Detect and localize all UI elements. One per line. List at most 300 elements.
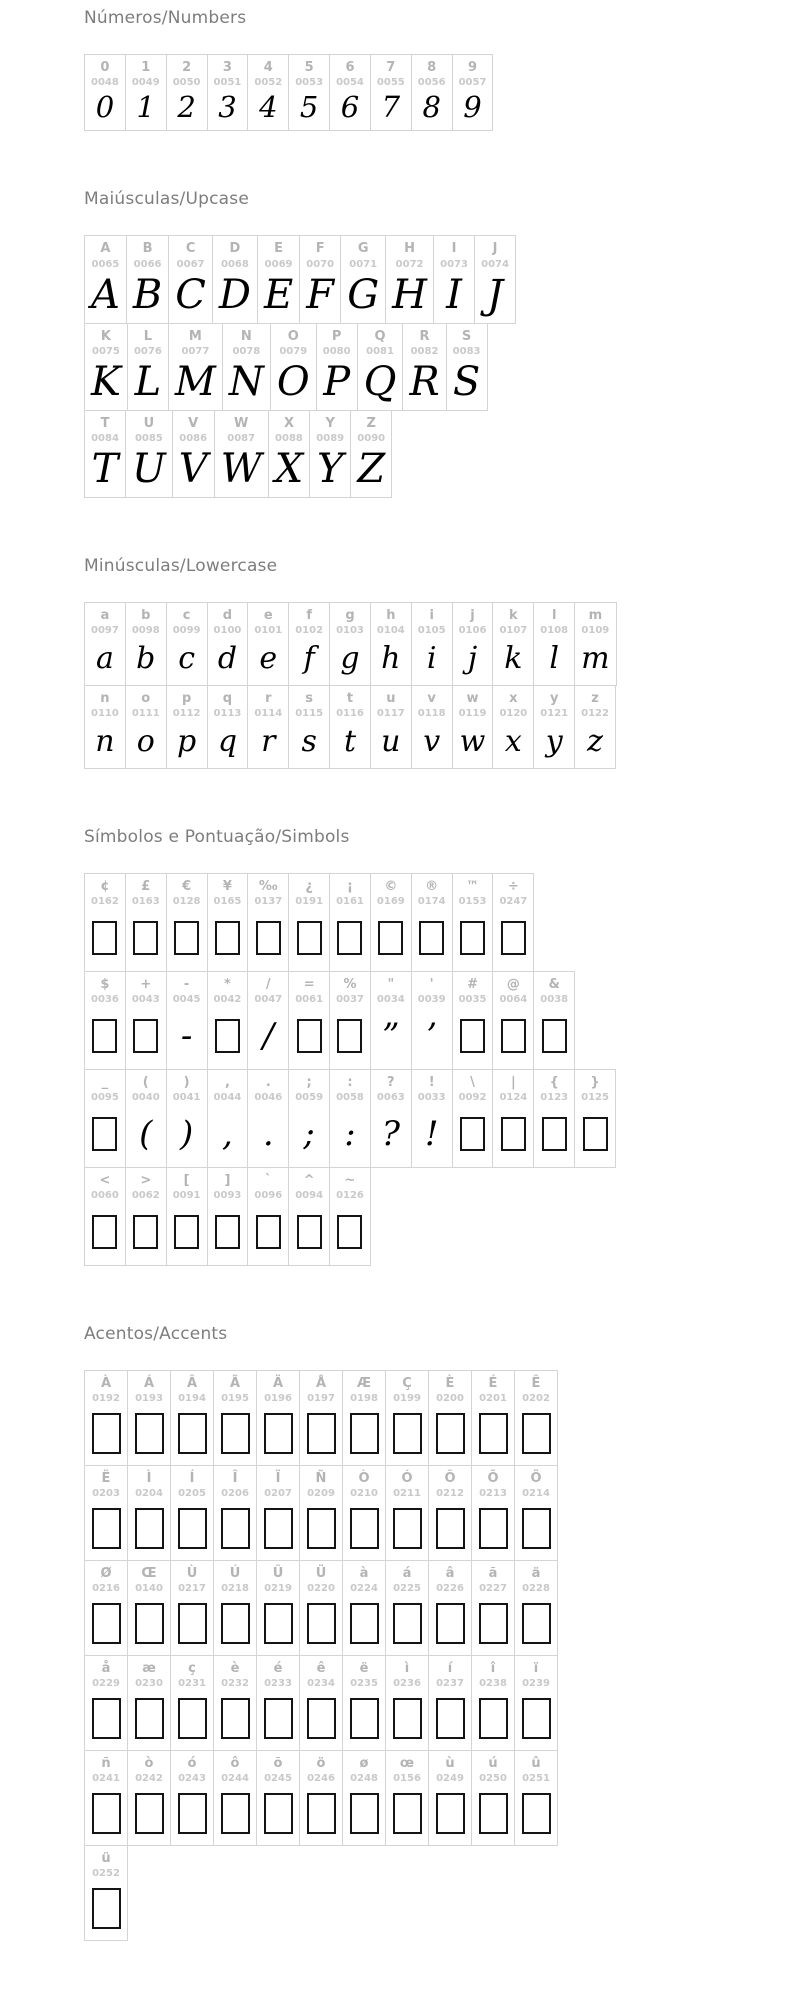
char-label: Ú [229,1566,241,1581]
glyph-area [135,1504,164,1552]
char-label: M [188,328,202,344]
character-cell [533,1069,575,1168]
glyph-area [307,1504,336,1552]
character-cell [125,1069,167,1168]
char-label: o [141,691,151,706]
character-cell [385,235,434,323]
missing-glyph-box [178,1793,207,1834]
missing-glyph-box [479,1698,508,1739]
char-label: ö [316,1756,326,1771]
char-code: 0213 [479,1488,507,1500]
missing-glyph-box [221,1603,250,1644]
glyph-area [501,1108,526,1159]
character-cell [357,323,404,411]
char-label: ø [359,1756,369,1771]
char-glyph: 6 [340,90,360,125]
char-code: 0087 [227,433,256,444]
char-label: g [345,608,355,623]
char-label: v [427,691,436,706]
character-row [84,685,790,769]
char-glyph: T [91,446,119,492]
glyph-area [274,446,304,492]
glyph-area [479,1694,508,1742]
character-cell [247,1167,289,1266]
char-label: 0 [100,60,110,75]
char-label: q [222,691,233,706]
char-code: 0169 [376,896,405,908]
glyph-area [297,1206,322,1257]
missing-glyph-box [297,921,322,955]
char-code: 0140 [135,1583,163,1595]
character-row [84,54,790,131]
char-label: á [402,1566,412,1581]
character-cell [514,1560,558,1656]
missing-glyph-box [264,1793,293,1834]
glyph-area [175,271,206,318]
char-code: 0059 [295,1092,324,1104]
character-cell [125,873,167,972]
glyph-area [463,90,482,125]
char-code: 0092 [458,1092,487,1104]
char-code: 0079 [279,345,308,357]
char-code: 0097 [91,625,119,637]
glyph-area [91,358,121,405]
char-code: 0067 [176,258,205,270]
char-label: U [143,415,155,431]
character-cell [270,323,317,411]
character-cell [329,873,371,972]
missing-glyph-box [307,1793,336,1834]
char-code: 0235 [350,1678,378,1690]
character-cell [574,685,616,769]
char-code: 0073 [440,258,468,270]
char-label: ã [488,1566,498,1581]
section-title: Maiúsculas/Upcase [84,189,249,210]
character-cell [84,602,126,686]
char-code: 0068 [221,258,249,270]
char-label: Ê [531,1376,541,1391]
missing-glyph-box [393,1508,422,1549]
glyph-area [549,641,559,677]
char-label: ~ [344,1173,356,1188]
character-cell [411,602,453,686]
char-code: 0231 [178,1678,206,1690]
character-cell [127,1655,171,1751]
character-cell [172,410,215,498]
char-code: 0077 [181,345,210,357]
char-code: 0233 [264,1678,292,1690]
missing-glyph-box [350,1603,379,1644]
character-cell [288,1069,330,1168]
char-label: ` [265,1173,272,1188]
character-cell [452,873,494,972]
char-label: d [222,608,233,623]
missing-glyph-box [221,1793,250,1834]
character-cell [288,873,330,972]
char-code: 0122 [581,708,609,720]
glyph-area [501,1010,526,1061]
glyph-area [221,1599,250,1647]
char-code: 0251 [522,1773,550,1785]
missing-glyph-box [479,1413,508,1454]
char-glyph: g [340,641,360,677]
glyph-area [542,1010,567,1061]
missing-glyph-box [178,1413,207,1454]
char-code: 0110 [91,708,119,720]
character-cell [207,685,249,769]
character-cell [452,1069,494,1168]
char-glyph: 5 [299,90,319,125]
character-cell [84,323,128,411]
char-glyph: p [177,724,197,760]
character-cell [170,1655,214,1751]
char-code: 0045 [172,994,201,1006]
char-code: 0226 [436,1583,464,1595]
character-cell [299,1655,343,1751]
glyph-area [460,1108,485,1159]
char-code: 0196 [264,1393,292,1405]
char-code: 0082 [410,345,439,357]
missing-glyph-box [92,1117,117,1151]
glyph-area [303,1108,314,1159]
char-label: ™ [466,879,480,894]
character-cell [402,323,446,411]
character-cell [166,602,208,686]
missing-glyph-box [264,1508,293,1549]
missing-glyph-box [501,1117,526,1151]
char-label: Ó [401,1471,413,1486]
glyph-area [479,1789,508,1837]
character-cell [411,54,453,131]
char-code: 0120 [499,708,528,720]
missing-glyph-box [135,1793,164,1834]
glyph-area [297,1010,322,1061]
glyph-area [522,1694,551,1742]
character-cell [471,1655,515,1751]
missing-glyph-box [92,1508,121,1549]
character-cell [342,1560,386,1656]
glyph-area [256,1206,281,1257]
missing-glyph-box [436,1603,465,1644]
char-label: c [182,608,191,623]
glyph-area [133,912,158,963]
char-code: 0109 [581,625,610,637]
char-code: 0088 [275,433,303,444]
character-grid [84,235,790,498]
char-label: F [315,241,325,257]
char-label: } [590,1075,600,1090]
glyph-area [259,90,278,125]
glyph-area [587,724,603,760]
char-code: 0066 [133,258,162,270]
char-code: 0128 [172,896,201,908]
glyph-area [505,724,522,760]
glyph-area [452,358,481,405]
char-code: 0211 [393,1488,421,1500]
char-label: ? [387,1075,395,1090]
char-label: Å [315,1376,327,1391]
glyph-area [218,641,237,677]
glyph-area [382,1108,400,1159]
char-code: 0204 [135,1488,163,1500]
character-cell [452,54,494,131]
char-label: ¡ [347,879,353,894]
char-glyph: O [276,358,310,405]
character-cell [207,971,249,1070]
glyph-area [263,1108,274,1159]
character-cell [492,602,534,686]
missing-glyph-box [393,1698,422,1739]
char-glyph: u [381,724,401,760]
char-code: 0245 [264,1773,292,1785]
char-code: 0062 [131,1190,160,1202]
character-cell [84,873,126,972]
glyph-area [423,724,440,760]
char-code: 0124 [499,1092,528,1104]
glyph-area [436,1409,465,1457]
char-label: r [265,691,272,706]
character-cell [288,971,330,1070]
glyph-area [92,1694,121,1742]
glyph-area [350,1789,379,1837]
char-label: ä [531,1566,541,1581]
char-glyph: t [343,724,357,760]
character-row [84,1560,790,1656]
glyph-area [133,1206,158,1257]
char-label: Â [186,1376,198,1391]
glyph-area [382,1010,399,1061]
character-row [84,602,790,686]
char-label: À [100,1376,112,1391]
char-glyph: . [262,1113,274,1154]
char-glyph: e [259,641,278,677]
char-label: _ [101,1075,109,1090]
char-code: 0123 [540,1092,569,1104]
character-cell [428,1370,472,1466]
missing-glyph-box [264,1698,293,1739]
char-code: 0101 [254,625,283,637]
character-cell [492,685,534,769]
char-code: 0042 [213,994,242,1006]
char-code: 0086 [179,433,208,444]
char-label: t [346,691,354,706]
missing-glyph-box [337,1215,362,1249]
character-cell [342,1750,386,1846]
missing-glyph-box [307,1698,336,1739]
char-glyph: q [217,724,238,760]
char-label: Q [374,328,386,344]
char-glyph: Q [363,358,397,405]
glyph-area [306,271,335,318]
char-code: 0248 [350,1773,378,1785]
glyph-area [215,1010,240,1061]
glyph-area [393,1504,422,1552]
char-glyph: j [467,641,478,677]
character-cell [299,1370,343,1466]
character-cell [514,1655,558,1751]
missing-glyph-box [350,1413,379,1454]
missing-glyph-box [178,1698,207,1739]
glyph-area [221,1789,250,1837]
missing-glyph-box [221,1698,250,1739]
char-code: 0052 [254,77,283,89]
char-label: ç [188,1661,196,1676]
char-label: Œ [141,1566,157,1581]
char-label: k [509,608,518,623]
missing-glyph-box [92,1413,121,1454]
char-glyph: 1 [136,90,155,125]
char-code: 0058 [336,1092,364,1104]
glyph-area [337,1010,362,1061]
char-label: Ë [101,1471,111,1486]
glyph-area [340,641,359,677]
character-grid [84,1370,790,1941]
char-glyph: L [134,358,162,405]
char-label: B [142,241,153,257]
char-code: 0198 [350,1393,378,1405]
char-code: 0193 [135,1393,163,1405]
char-label: å [101,1661,111,1676]
char-code: 0076 [133,345,162,357]
character-cell [84,1845,128,1941]
char-label: É [488,1376,498,1391]
missing-glyph-box [522,1698,551,1739]
char-label: 3 [222,60,232,75]
character-cell [411,971,453,1070]
glyph-area [177,724,196,760]
char-label: O [287,328,299,344]
missing-glyph-box [92,1019,117,1053]
char-glyph: Z [357,446,386,492]
char-code: 0243 [178,1773,206,1785]
character-cell [370,1069,412,1168]
char-glyph: v [423,724,441,760]
char-label: i [429,608,434,623]
char-glyph: b [136,641,156,677]
char-code: 0163 [131,896,160,908]
glyph-area [180,1108,193,1159]
character-row [84,235,790,323]
char-glyph: X [274,446,304,492]
missing-glyph-box [542,1019,567,1053]
char-glyph: l [549,641,559,677]
char-label: + [140,977,152,992]
char-code: 0070 [306,258,335,270]
glyph-area [307,1789,336,1837]
char-label: a [100,608,110,623]
glyph-area [221,1694,250,1742]
char-label: b [141,608,151,623]
character-cell [288,54,330,131]
glyph-area [340,90,360,125]
char-code: 0165 [213,896,242,908]
char-code: 0089 [316,433,345,444]
char-label: â [445,1566,455,1581]
glyph-area [422,90,441,125]
char-code: 0081 [366,345,394,357]
character-cell [125,54,167,131]
char-label: õ [273,1756,283,1771]
char-label: Õ [487,1471,499,1486]
char-label: 2 [182,60,192,75]
missing-glyph-box [436,1508,465,1549]
character-cell [84,1069,126,1168]
glyph-area [479,1409,508,1457]
char-code: 0050 [172,77,201,89]
char-code: 0065 [91,258,120,270]
char-code: 0229 [92,1678,120,1690]
glyph-area [264,1789,293,1837]
character-row [84,1167,790,1266]
char-glyph: s [301,724,317,760]
missing-glyph-box [393,1793,422,1834]
char-label: Ä [272,1376,284,1391]
character-cell [385,1465,429,1561]
glyph-area [92,1010,117,1061]
glyph-area [487,271,504,318]
character-cell [471,1465,515,1561]
char-code: 0113 [213,708,242,720]
character-cell [370,602,412,686]
char-glyph: N [228,358,264,405]
glyph-area [357,446,386,492]
missing-glyph-box [256,921,281,955]
character-cell [340,235,386,323]
char-glyph: E [263,271,294,318]
character-cell [125,685,167,769]
character-cell [84,410,126,498]
char-glyph: c [178,641,196,677]
char-label: K [100,328,111,344]
missing-glyph-box [178,1508,207,1549]
character-cell [342,1465,386,1561]
char-code: 0174 [417,896,446,908]
char-label: Ì [146,1471,152,1486]
character-cell [84,1167,126,1266]
missing-glyph-box [133,921,158,955]
char-label: Û [272,1566,284,1581]
character-cell [256,1560,300,1656]
char-label: H [404,241,416,257]
char-label: 6 [345,60,355,75]
char-label: s [305,691,314,706]
char-code: 0199 [393,1393,421,1405]
char-label: 4 [263,60,273,75]
char-label: ® [425,879,439,894]
char-code: 0203 [92,1488,120,1500]
char-label: ô [230,1756,240,1771]
glyph-area [92,1504,121,1552]
glyph-area [264,1694,293,1742]
glyph-area [436,1599,465,1647]
missing-glyph-box [436,1793,465,1834]
char-code: 0100 [213,625,242,637]
character-cell [125,410,173,498]
char-glyph: k [504,641,523,677]
char-label: X [283,415,294,431]
glyph-area [228,358,264,405]
glyph-area [436,1694,465,1742]
char-code: 0220 [307,1583,335,1595]
glyph-area [299,90,319,125]
char-code: 0098 [131,625,160,637]
char-label: S [461,328,472,344]
glyph-area [178,1504,207,1552]
char-glyph: 8 [422,90,441,125]
section-title: Números/Numbers [84,8,247,28]
char-glyph: K [91,358,121,405]
character-row [84,323,790,411]
